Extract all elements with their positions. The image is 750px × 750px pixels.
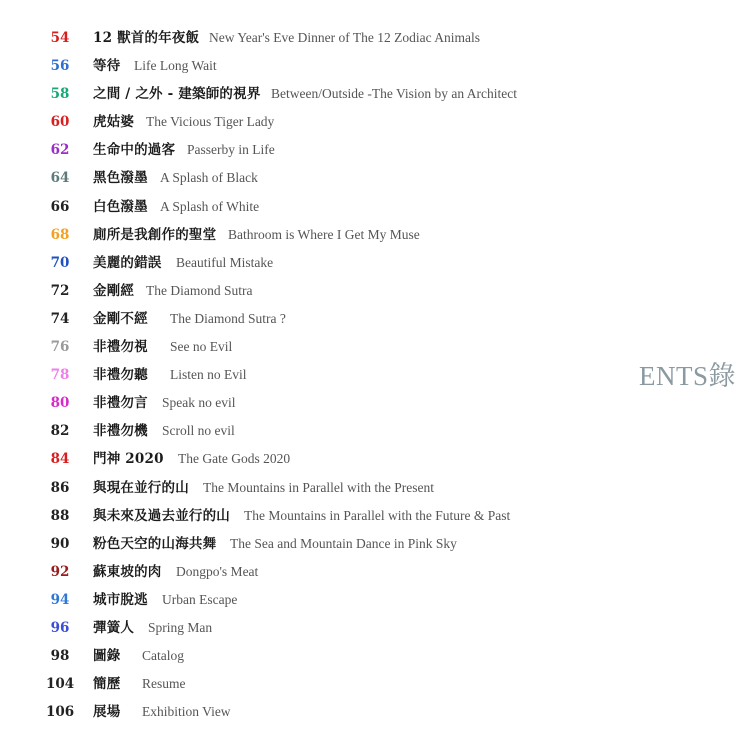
chinese-title: 生命中的過客 [93,142,176,159]
page-number: 74 [50,310,70,327]
chinese-title: 金剛不經 [93,310,148,327]
english-title: The Sea and Mountain Dance in Pink Sky [230,535,457,551]
toc-row[interactable] [0,698,620,726]
english-title: Resume [142,676,186,692]
page-number: 68 [50,226,70,243]
chinese-title: 圖錄 [93,648,121,665]
table-of-contents [0,24,620,726]
chinese-title: 金剛經 [93,282,135,299]
toc-row[interactable] [0,249,620,277]
toc-row[interactable] [0,389,620,417]
chinese-title: 門神 2020 [93,451,164,468]
chinese-title: 展場 [93,704,121,721]
page-number: 56 [50,58,70,75]
english-title: Beautiful Mistake [176,254,274,270]
toc-row[interactable] [0,474,620,502]
side-title: ENTS錄 [639,361,736,391]
english-title: New Year's Eve Dinner of The 12 Zodiac Animals [209,30,481,45]
toc-row[interactable] [0,108,620,136]
english-title: Urban Escape [162,591,238,607]
toc-row[interactable] [0,52,620,80]
toc-row[interactable] [0,136,620,164]
page-number: 106 [46,704,75,721]
chinese-title: 非禮勿聽 [93,367,148,384]
toc-row[interactable] [0,221,620,249]
english-title: The Mountains in Parallel with the Present [203,479,434,495]
chinese-title: 與現在並行的山 [93,479,189,496]
english-title: Exhibition View [142,704,231,720]
page-number: 82 [50,423,70,440]
page-number: 98 [50,648,70,665]
toc-row[interactable] [0,586,620,614]
chinese-title: 美麗的錯誤 [93,254,162,271]
chinese-title: 粉色天空的山海共舞 [93,535,217,552]
english-title: Bathroom is Where I Get My Muse [228,226,420,242]
chinese-title: 蘇東坡的肉 [93,563,162,580]
english-title: Listen no Evil [170,367,247,383]
page-number: 58 [50,86,70,103]
page-number: 84 [50,451,70,468]
chinese-title: 非禮勿機 [93,423,148,440]
toc-row[interactable] [0,164,620,192]
page-number: 60 [50,114,70,131]
english-title: A Splash of White [160,198,260,214]
english-title: The Mountains in Parallel with the Future & Past [244,507,511,523]
english-title: A Splash of Black [160,170,258,186]
english-title: The Diamond Sutra ? [170,310,286,326]
toc-row[interactable] [0,24,620,52]
chinese-title: 與未來及過去並行的山 [93,507,230,524]
english-title: Speak no evil [162,395,236,411]
chinese-title: 等待 [93,58,121,75]
toc-row[interactable] [0,642,620,670]
page-number: 90 [50,535,70,552]
toc-row[interactable] [0,305,620,333]
chinese-title: 簡歷 [93,676,121,693]
english-title: Dongpo's Meat [176,563,259,579]
page-number: 66 [50,198,70,215]
chinese-title: 彈簧人 [93,619,135,636]
chinese-title: 之間 / 之外 - 建築師的視界 [93,86,261,103]
english-title: Scroll no evil [162,423,235,439]
english-title: See no Evil [170,339,233,355]
toc-row[interactable] [0,558,620,586]
english-title: Life Long Wait [134,58,217,74]
page-number: 78 [50,367,70,384]
english-title: Between/Outside -The Vision by an Architect [271,86,518,102]
chinese-title: 城市脫逃 [93,591,148,608]
english-title: The Diamond Sutra [146,282,253,298]
page-number: 94 [50,591,70,608]
toc-row[interactable] [0,417,620,445]
toc-row[interactable] [0,333,620,361]
toc-row[interactable] [0,445,620,473]
page-number: 62 [50,142,70,159]
toc-row[interactable] [0,80,620,108]
page-number: 96 [50,619,70,636]
english-title: Catalog [142,648,184,664]
page-number: 70 [50,254,70,271]
chinese-title: 白色潑墨 [93,198,148,215]
english-title: Spring Man [148,619,213,635]
toc-row[interactable] [0,361,620,389]
page-number: 92 [50,563,70,580]
toc-row[interactable] [0,530,620,558]
toc-row[interactable] [0,193,620,221]
toc-row[interactable] [0,502,620,530]
english-title: The Gate Gods 2020 [178,451,291,467]
chinese-title: 非禮勿視 [93,339,148,356]
page-number: 72 [50,282,70,299]
chinese-title: 非禮勿言 [93,395,148,412]
toc-row[interactable] [0,670,620,698]
page-number: 104 [46,676,75,693]
page-number: 86 [50,479,70,496]
page-number: 64 [50,170,70,187]
page-number: 80 [50,395,70,412]
page-number: 54 [50,30,70,46]
chinese-title: 黑色潑墨 [93,170,148,187]
chinese-title: 虎姑婆 [93,114,135,131]
toc-row[interactable] [0,614,620,642]
toc-row[interactable] [0,277,620,305]
chinese-title: 12 獸首的年夜飯 [93,30,200,46]
page-number: 76 [50,339,70,356]
english-title: Passerby in Life [187,142,275,158]
chinese-title: 廁所是我創作的聖堂 [93,226,217,243]
english-title: The Vicious Tiger Lady [146,114,275,130]
page-number: 88 [50,507,70,524]
